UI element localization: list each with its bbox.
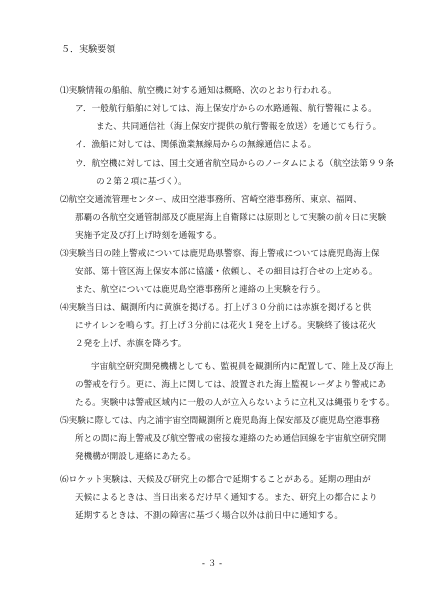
- section-heading: ５．実験要領: [61, 45, 116, 55]
- item-4-line-5: の警戒を行う。更に、海上に関しては、設置された海上監視レーダより警戒にあ: [75, 380, 387, 390]
- item-3-line-1: ⑶実験当日の陸上警戒については鹿児島県警察、海上警戒については鹿児島海上保: [60, 249, 380, 259]
- item-3-line-3: また、航空については鹿児島空港事務所と連絡の上実験を行う。: [75, 285, 326, 295]
- item-5-line-2: 所との間に海上警戒及び航空警戒の密接な連絡のため通信回線を宇宙航空研究開: [75, 434, 387, 444]
- item-1-sub-b-line-1: イ．漁船に対しては、関係漁業無線局からの無線通信による。: [75, 140, 317, 150]
- item-3-line-2: 安部、第十管区海上保安本部に協議・依頼し、その細目は打合せの上定める。: [75, 267, 378, 277]
- item-1-sub-c-line-2: の２第２項に基づく）。: [96, 177, 187, 187]
- item-1-line-1: ⑴実験情報の船舶、航空機に対する通知は概略、次のとおり行われる。: [60, 86, 337, 96]
- item-5-line-3: 発機構が開設し連絡にあたる。: [75, 452, 197, 462]
- item-1-sub-a-line-1: ア．一般航行船舶に対しては、海上保安庁からの水路通報、航行警報による。: [75, 104, 377, 114]
- item-6-line-1: ⑹ロケット実験は、天候及び研究上の都合で延期することがある。延期の理由が: [60, 475, 371, 485]
- item-2-line-3: 実施予定及び打上げ時刻を通報する。: [75, 231, 222, 241]
- item-4-line-1: ⑷実験当日は、観測所内に黄旗を掲げる。打上げ３０分前には赤旗を掲げると供: [60, 303, 372, 313]
- item-4-line-2: にサイレンを鳴らす。打上げ３分前には花火１発を上げる。実験終了後は花火: [75, 321, 377, 331]
- item-1-sub-c-line-1: ウ．航空機に対しては、国土交通省航空局からのノータムによる（航空法第９９条: [75, 159, 394, 169]
- item-4-line-3: ２発を上げ、赤旗を降ろす。: [75, 339, 187, 349]
- item-1-sub-a-line-2: また、共同通信社（海上保安庁提供の航行警報を放送）を通じても行う。: [96, 122, 382, 132]
- page-number: - ３ -: [201, 559, 223, 569]
- item-4-line-6: たる。実験中は警戒区域内に一般の人が立入らないように立札又は縄張りをする。: [75, 398, 395, 408]
- item-2-line-2: 那覇の各航空交通管制部及び鹿屋海上自衛隊には原則として実験の前々日に実験: [75, 213, 387, 223]
- item-2-line-1: ⑵航空交通流管理センター、成田空港事務所、宮崎空港事務所、東京、福岡、: [60, 195, 362, 205]
- item-6-line-2: 天候によるときは、当日出来るだけ早く通知する。また、研究上の都合により: [75, 493, 378, 503]
- item-5-line-1: ⑸実験に際しては、内之浦宇宙空間観測所と鹿児島海上保安部及び鹿児島空港事務: [60, 416, 380, 426]
- item-6-line-3: 延期するときは、不測の障害に基づく場合以外は前日中に通知する。: [75, 511, 343, 521]
- item-4-line-4: 宇宙航空研究開発機構としても、監視員を観測所内に配置して、陸上及び海上: [91, 362, 394, 372]
